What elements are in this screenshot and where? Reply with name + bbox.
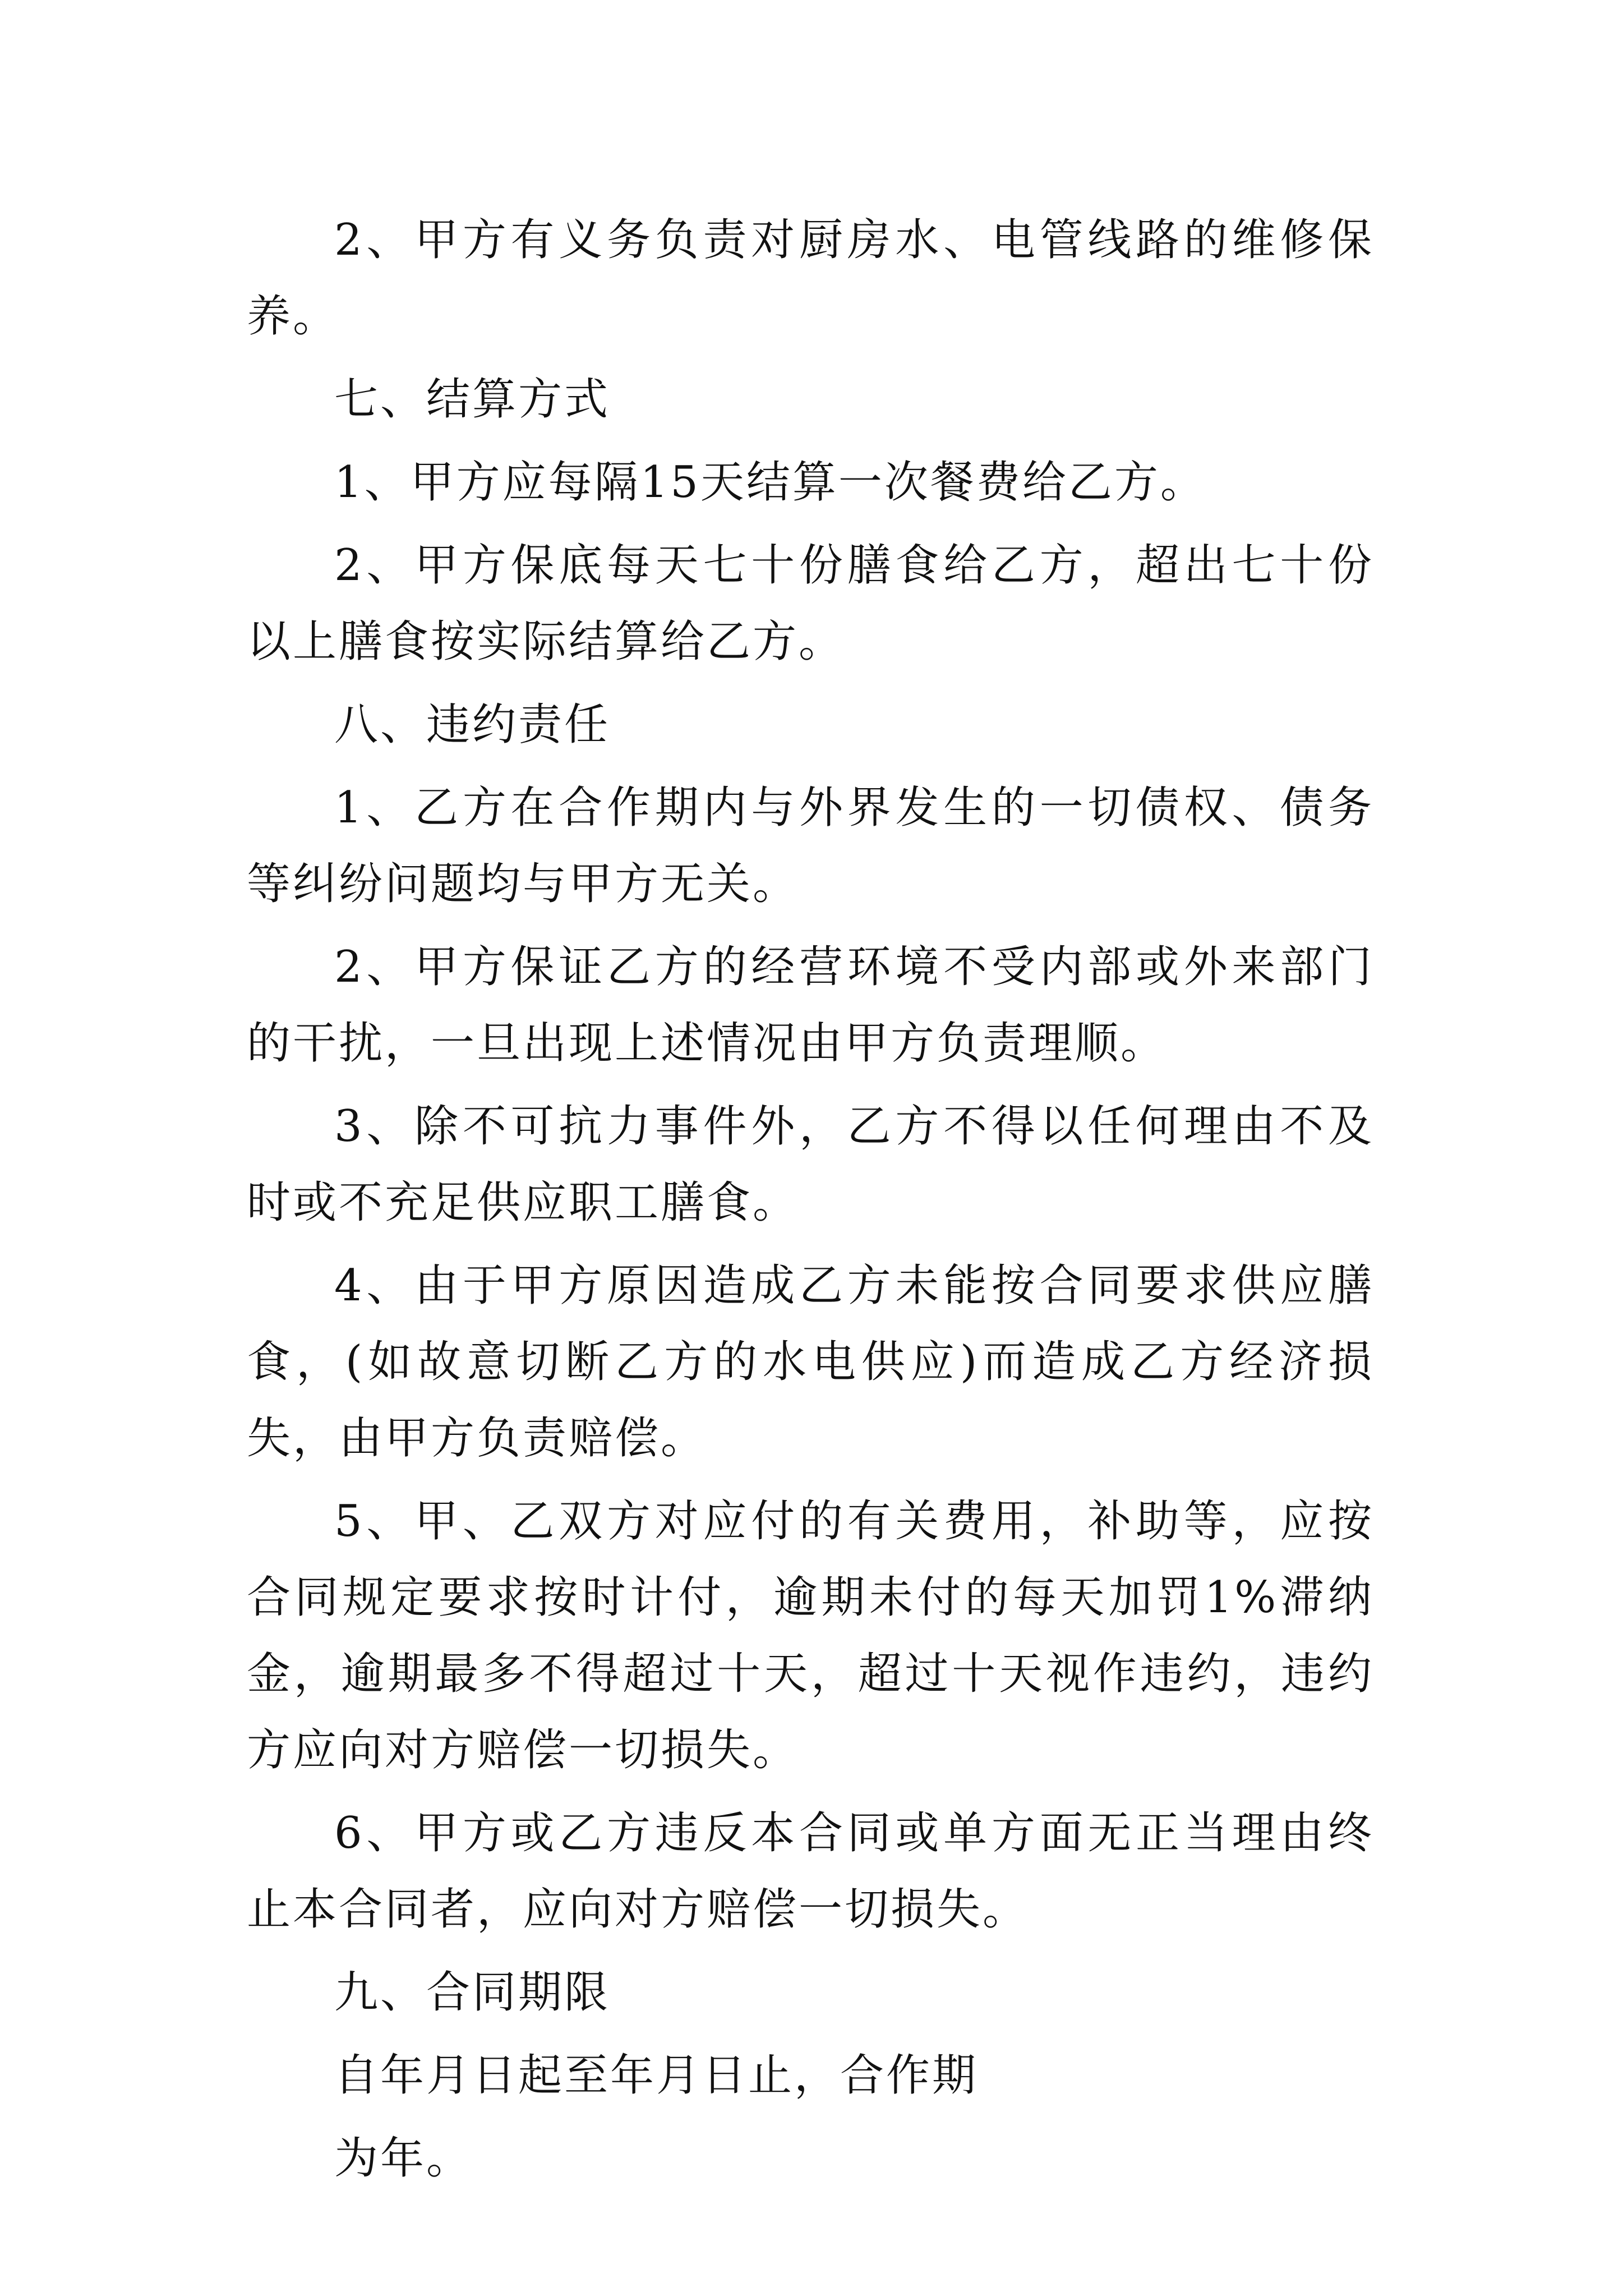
paragraph-breach-3: 3、除不可抗力事件外，乙方不得以任何理由不及时或不充足供应职工膳食。 bbox=[247, 1101, 1374, 1228]
paragraph-breach-4: 4、由于甲方原因造成乙方未能按合同要求供应膳食，(如故意切断乙方的水电供应)而造成乙方经济损失，由甲方负责赔偿。 bbox=[247, 1260, 1374, 1464]
paragraph-minimum-meals: 2、甲方保底每天七十份膳食给乙方，超出七十份以上膳食按实际结算给乙方。 bbox=[247, 540, 1374, 667]
section-heading-breach: 八、违约责任 bbox=[334, 700, 611, 750]
document-page bbox=[247, 202, 1374, 2203]
paragraph-term-years: 为年。 bbox=[334, 2133, 473, 2184]
section-heading-term: 九、合同期限 bbox=[334, 1967, 611, 2018]
paragraph-kitchen-maintenance: 2、甲方有义务负责对厨房水、电管线路的维修保养。 bbox=[247, 215, 1374, 342]
section-heading-settlement: 七、结算方式 bbox=[334, 374, 611, 425]
paragraph-term-period: 自年月日起至年月日止，合作期 bbox=[334, 2050, 979, 2101]
paragraph-breach-1: 1、乙方在合作期内与外界发生的一切债权、债务等纠纷问题均与甲方无关。 bbox=[247, 783, 1374, 909]
paragraph-breach-5: 5、甲、乙双方对应付的有关费用，补助等，应按合同规定要求按时计付，逾期未付的每天加罚1%滞纳金，逾期最多不得超过十天，超过十天视作违约，违约方应向对方赔偿一切损失。 bbox=[247, 1496, 1374, 1775]
paragraph-breach-2: 2、甲方保证乙方的经营环境不受内部或外来部门的干扰，一旦出现上述情况由甲方负责理顺。 bbox=[247, 942, 1374, 1069]
paragraph-breach-6: 6、甲方或乙方违反本合同或单方面无正当理由终止本合同者，应向对方赔偿一切损失。 bbox=[247, 1808, 1374, 1935]
paragraph-settlement-interval: 1、甲方应每隔15天结算一次餐费给乙方。 bbox=[334, 457, 1206, 508]
